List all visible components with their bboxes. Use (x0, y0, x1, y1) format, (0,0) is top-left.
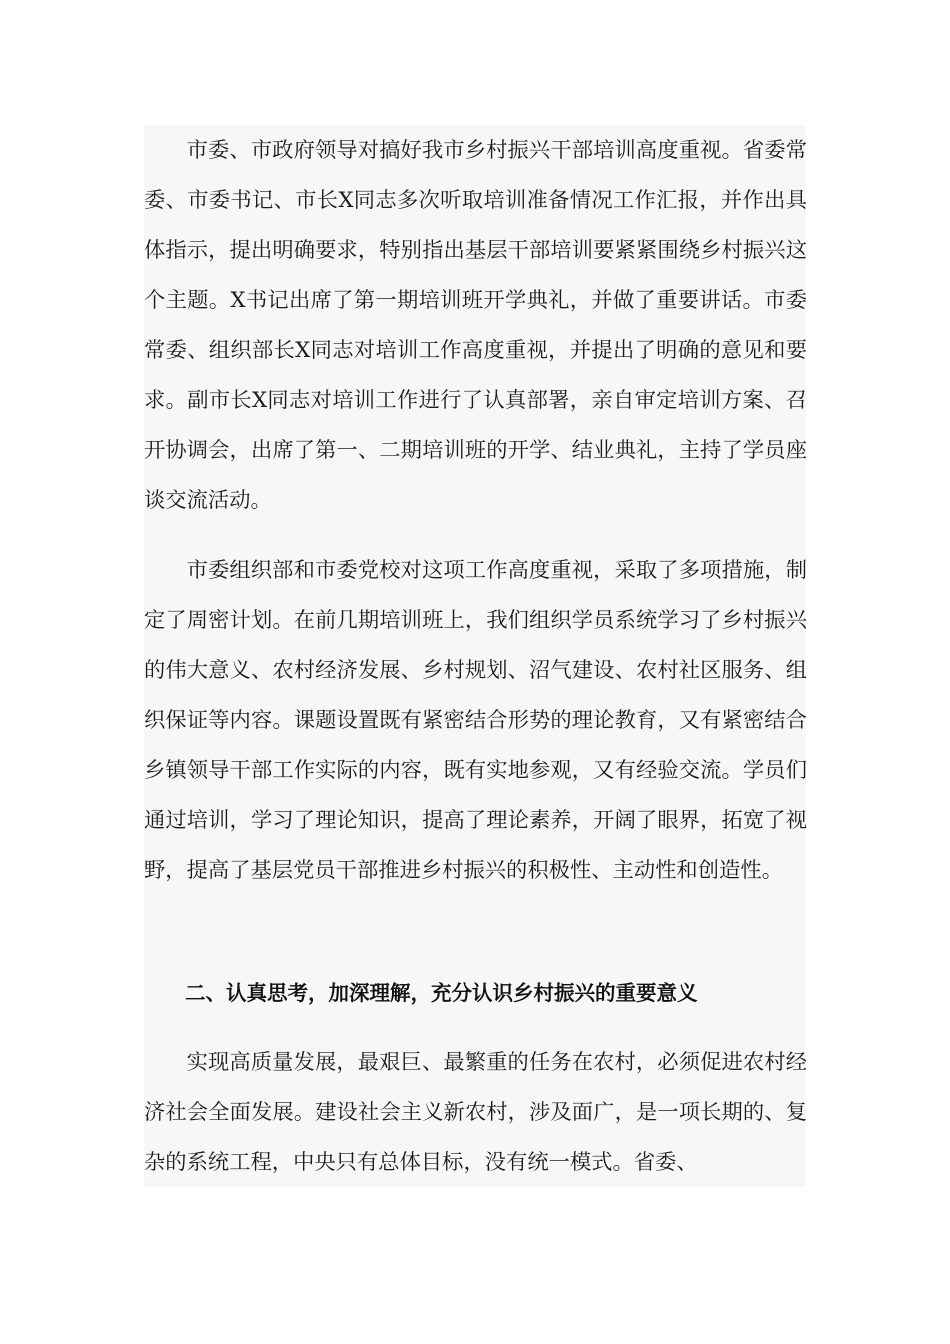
paragraph-leadership: 市委、市政府领导对搞好我市乡村振兴干部培训高度重视。省委常委、市委书记、市长X同志多次听取培训准备情况工作汇报，并作出具体指示，提出明确要求，特别指出基层干部培训要紧紧围绕乡村振兴这个主题。X书记出席了第一期培训班开学典礼，并做了重要讲话。市委常委、组织部长X同志对培训工作高度重视，并提出了明确的意见和要求。副市长X同志对培训工作进行了认真部署，亲自审定培训方案、召开协调会，出席了第一、二期培训班的开学、结业典礼，主持了学员座谈交流活动。 (144, 138, 807, 513)
paragraph-measures: 市委组织部和市委党校对这项工作高度重视，采取了多项措施，制定了周密计划。在前几期培训班上，我们组织学员系统学习了乡村振兴的伟大意义、农村经济发展、乡村规划、沼气建设、农村社区服务、组织保证等内容。课题设置既有紧密结合形势的理论教育，又有紧密结合乡镇领导干部工作实际的内容，既有实地参观，又有经验交流。学员们通过培训，学习了理论知识，提高了理论素养，开阔了眼界，拓宽了视野，提高了基层党员干部推进乡村振兴的积极性、主动性和创造性。 (144, 558, 807, 883)
section-heading: 二、认真思考，加深理解，充分认识乡村振兴的重要意义 (185, 981, 698, 1005)
paragraph-significance: 实现高质量发展，最艰巨、最繁重的任务在农村，必须促进农村经济社会全面发展。建设社会主义新农村，涉及面广，是一项长期的、复杂的系统工程，中央只有总体目标，没有统一模式。省委、 (144, 1050, 807, 1175)
